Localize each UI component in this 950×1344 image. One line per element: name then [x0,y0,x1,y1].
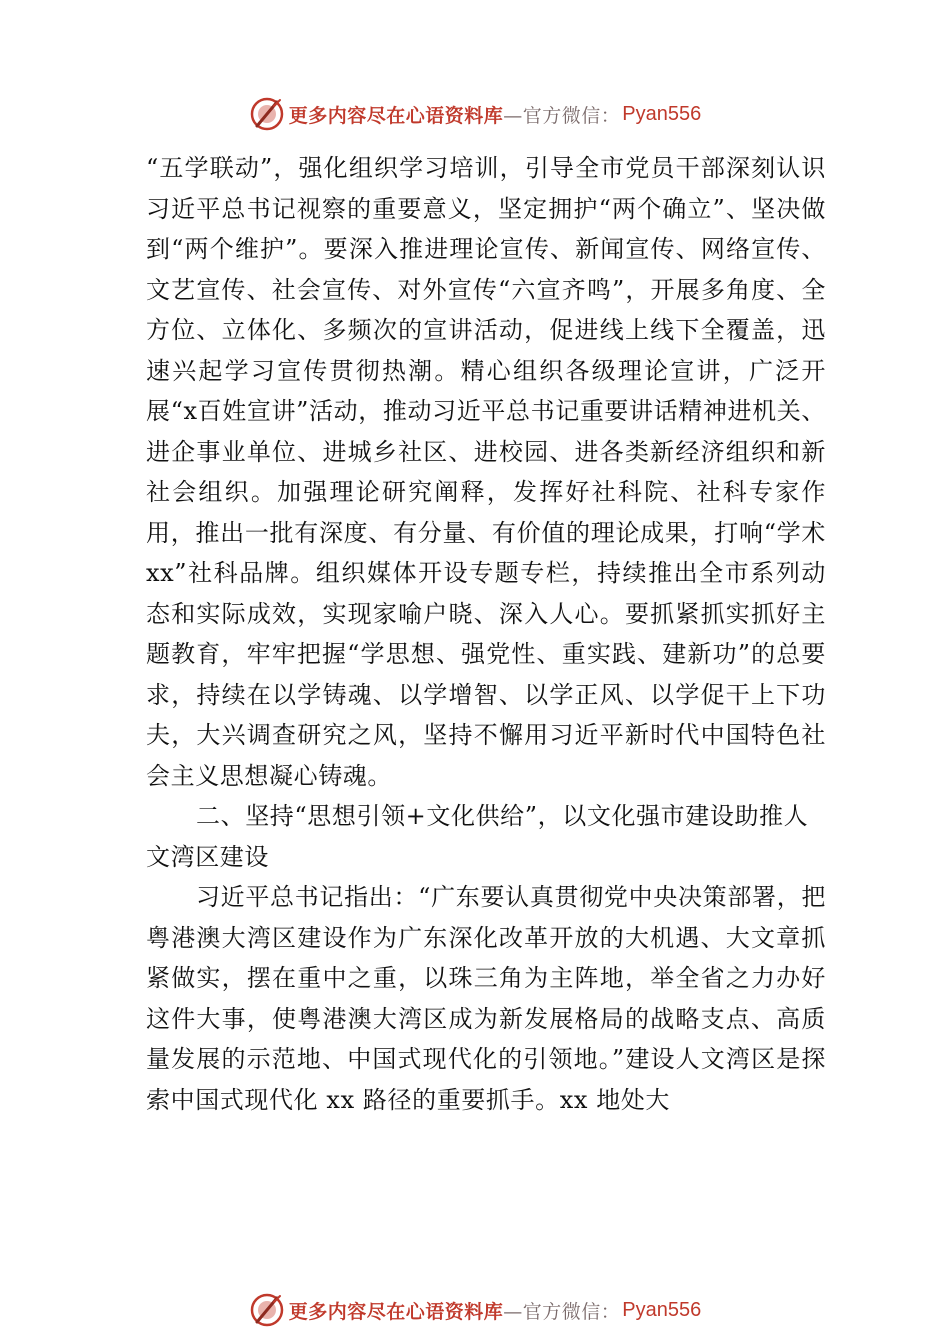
brush-seal-logo-icon [249,96,285,132]
header-watermark [0,94,950,134]
section-heading-2: 二、坚持“思想引领+文化供给”，以文化强市建设助推人文湾区建设 [146,802,809,871]
footer-brand-text: 更多内容尽在心语资料库 [288,1300,504,1323]
footer-wechat-id: Pyan556 [622,1298,702,1321]
header-wechat-id: Pyan556 [622,102,702,125]
body-paragraph-1: “五学联动”，强化组织学习培训，引导全市党员干部深刻认识习近平总书记视察的重要意义，坚定拥护“两个确立”、坚决做到“两个维护”。要深入推进理论宣传、新闻宣传、网络宣传、文艺宣传、社会宣传、对外宣传“六宣齐鸣”，开展多角度、全方位、立体化、多频次的宣讲活动，促进线上线下全覆盖，迅速兴起学习宣传贯彻热潮。精心组织各级理论宣讲，广泛开展“x百姓宣讲”活动，推动习近平总书记重要讲话精神进机关、进企事业单位、进城乡社区、进校园、进各类新经济组织和新社会组织。加强理论研究阐释，发挥好社科院、社科专家作用，推出一批有深度、有分量、有价值的理论成果，打响“学术 xx”社科品牌。组织媒体开设专题专栏，持续推出全市系列动态和实际成效，实现家喻户晓、深入人心。要抓紧抓实抓好主题教育，牢牢把握“学思想、强党性、重实践、建新功”的总要求，持续在以学铸魂、以学增智、以学正风、以学促干上下功夫，大兴调查研究之风，坚持不懈用习近平新时代中国特色社会主义思想凝心铸魂。 [146,154,826,790]
body-paragraph-2: 习近平总书记指出：“广东要认真贯彻党中央决策部署，把粤港澳大湾区建设作为广东深化改革开放的大机遇、大文章抓紧做实，摆在重中之重，以珠三角为主阵地，举全省之力办好这件大事，使粤港澳大湾区成为新发展格局的战略支点、高质量发展的示范地、中国式现代化的引领地。”建设人文湾区是探索中国式现代化 xx 路径的重要抓手。xx 地处大 [146,883,826,1114]
brush-seal-logo-icon [249,1292,285,1328]
document-body [146,148,826,1120]
header-official-text: —官方微信： [503,104,621,127]
footer-watermark [0,1290,950,1330]
footer-official-text: —官方微信： [503,1300,621,1323]
header-brand-text: 更多内容尽在心语资料库 [288,104,504,127]
